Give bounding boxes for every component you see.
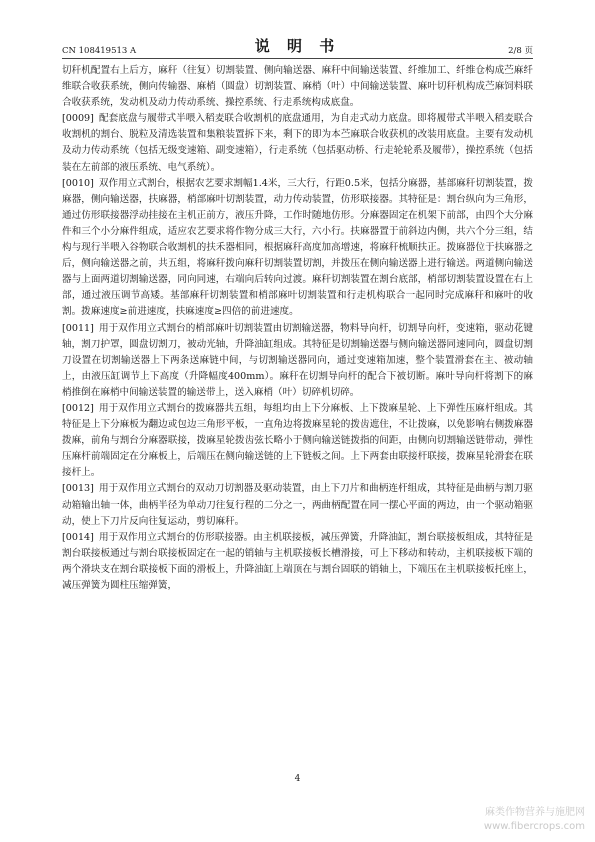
publication-number: CN 108419513 A (62, 46, 137, 56)
paragraph-number: [0011] (62, 322, 94, 334)
paragraph-number: [0014] (62, 531, 94, 543)
document-title: 说 明 书 (254, 37, 341, 55)
paragraph-0013 (62, 481, 533, 529)
paragraph-text: 用于双作用立式割台的双动刀切割器及驱动装置，由上下刀片和曲柄连杆组成，其特征是曲柄与割刀驱动箱输出轴一体，曲柄半径为单动刀往复行程的二分之一，两曲柄配置在同一摆心平面的两边，由一个驱动箱驱动，使上下刀片反向往复运动，剪切麻秆。 (62, 483, 533, 527)
page-header (62, 34, 533, 56)
paragraph-number: [0012] (62, 402, 94, 414)
paragraph-text: 配套底盘与履带式半喂入稻麦联合收割机的底盘通用，为自走式动力底盘。即将履带式半喂入稻麦联合收割机的割台、脱粒及清选装置和集粮装置拆下来，剩下的即为本苎麻联合收获机的改装用底盘。主要有发动机及动力传动系统（包括无级变速箱、副变速箱），行走系统（包括驱动桥、行走轮轮系及履带），操控系统（包括装在左前部的液压系统、电气系统）。 (62, 113, 533, 173)
paragraph-text: 用于双作用立式割台的仿形联接器。由主机联接板，减压弹簧，升降油缸，割台联接板组成，其特征是割台联接板通过与割台联接板固定在一起的销轴与主机联接板长槽滑接，可上下移动和转动，主机联接板下端的两个滑块支在割台联接板下面的滑板上，升降油缸上端顶在与割台固联的销轴上，下端压在主机联接板托座上，减压弹簧为圆柱压缩弹簧， (62, 531, 533, 591)
paragraph-0010 (62, 176, 533, 321)
watermark-site-name: 麻类作物营养与施肥网 (485, 807, 585, 818)
header-rule (62, 58, 533, 59)
paragraph-text: 用于双作用立式割台的拨麻器共五组，每组均由上下分麻板、上下拨麻星轮、上下弹性压麻杆组成。其特征是上下分麻板为翻边或包边三角形平板，一直角边将拨麻星轮的拨齿遮住，不让拨麻，以免影响右侧拨麻器拨麻，前角与割台分麻器联接，拨麻星轮拨齿弦长略小于侧向输送链拨指的间距，由侧向切割输送链带动，弹性压麻杆前端固定在分麻板上，后端压在侧向输送链的上下链板之间。上下两套由联接杆联接，拨麻星轮滑套在联接杆上。 (62, 402, 533, 479)
document-body (62, 63, 533, 594)
paragraph-text: 切秆机配置右上后方，麻秆（往复）切割装置、侧向输送器、麻秆中间输送装置、纤维加工、纤维仓构成苎麻纤维联合收获系统，侧向传输器、麻梢（圆盘）切割装置、麻梢（叶）中间输送装置、麻叶切秆机构成苎麻饲料联合收获系统，发动机及动力传动系统、操控系统、行走系统构成底盘。 (62, 65, 533, 109)
paragraph-0014 (62, 530, 533, 594)
paragraph-0012 (62, 401, 533, 481)
paragraph-text: 用于双作用立式割台的梢部麻叶切割装置由切割输送器，物料导向杆，切割导向杆，变速箱，驱动花键轴，割刀护罩，圆盘切割刀，被动光轴，升降油缸组成。其特征是切割输送器与侧向输送器同速同向，圆盘切割刀设置在切割输送器上下两条送麻链中间，与切割输送器同向，通过变速箱加速，整个装置滑套在主、被动轴上，由液压缸调节上下高度（升降幅度400mm）。麻秆在切割导向杆的配合下被切断。麻叶导向杆将割下的麻梢推倒在麻梢中间输送装置的输送带上，送入麻梢（叶）切碎机切碎。 (62, 322, 533, 398)
page-number: 4 (294, 774, 301, 784)
page-info: 2/8 页 (508, 46, 533, 56)
paragraph-continuation (62, 63, 533, 111)
paragraph-0009 (62, 111, 533, 175)
watermark (484, 806, 585, 834)
paragraph-text: 双作用立式割台，根据农艺要求割幅1.4米，三大行，行距0.5米，包括分麻器，基部麻秆切割装置，拨麻器，侧向输送器，扶麻器，梢部麻叶切割装置，动力传动装置，仿形联接器。其特征是：割台纵向为三角形，通过仿形联接器浮动挂接在主机正前方，液压升降，工作时随地仿形。分麻器固定在机架下前部，由四个大分麻件和三个小分麻件组成，适应农艺要求将作物分成三大行，六小行。扶麻器置于前斜边内侧，共六个分三组，结构与现行半喂入谷物联合收割机的扶禾器相同，根据麻秆高度加高增速，将麻秆梳顺扶正。拨麻器位于扶麻器之后，侧向输送器之前，共五组，将麻秆拨向麻秆切割装置切割，并拨压在侧向输送器上进行输送。两道侧向输送器与上面两道切割输送器，同向同速，右端向后转向过渡。麻秆切割装置在割台底部，梢部切割装置设置在右上部，通过液压调节高矮。基部麻秆切割装置和梢部麻叶切割装置和行走机构联合一起同时完成麻秆和麻叶的收割。拨麻速度≥前进速度，扶麻速度≥四倍的前进速度。 (62, 177, 533, 318)
paragraph-number: [0013] (62, 483, 94, 495)
paragraph-0011 (62, 321, 533, 401)
paragraph-number: [0009] (62, 113, 94, 125)
paragraph-number: [0010] (62, 177, 94, 189)
watermark-url: www.fibercrops.com (483, 821, 585, 832)
